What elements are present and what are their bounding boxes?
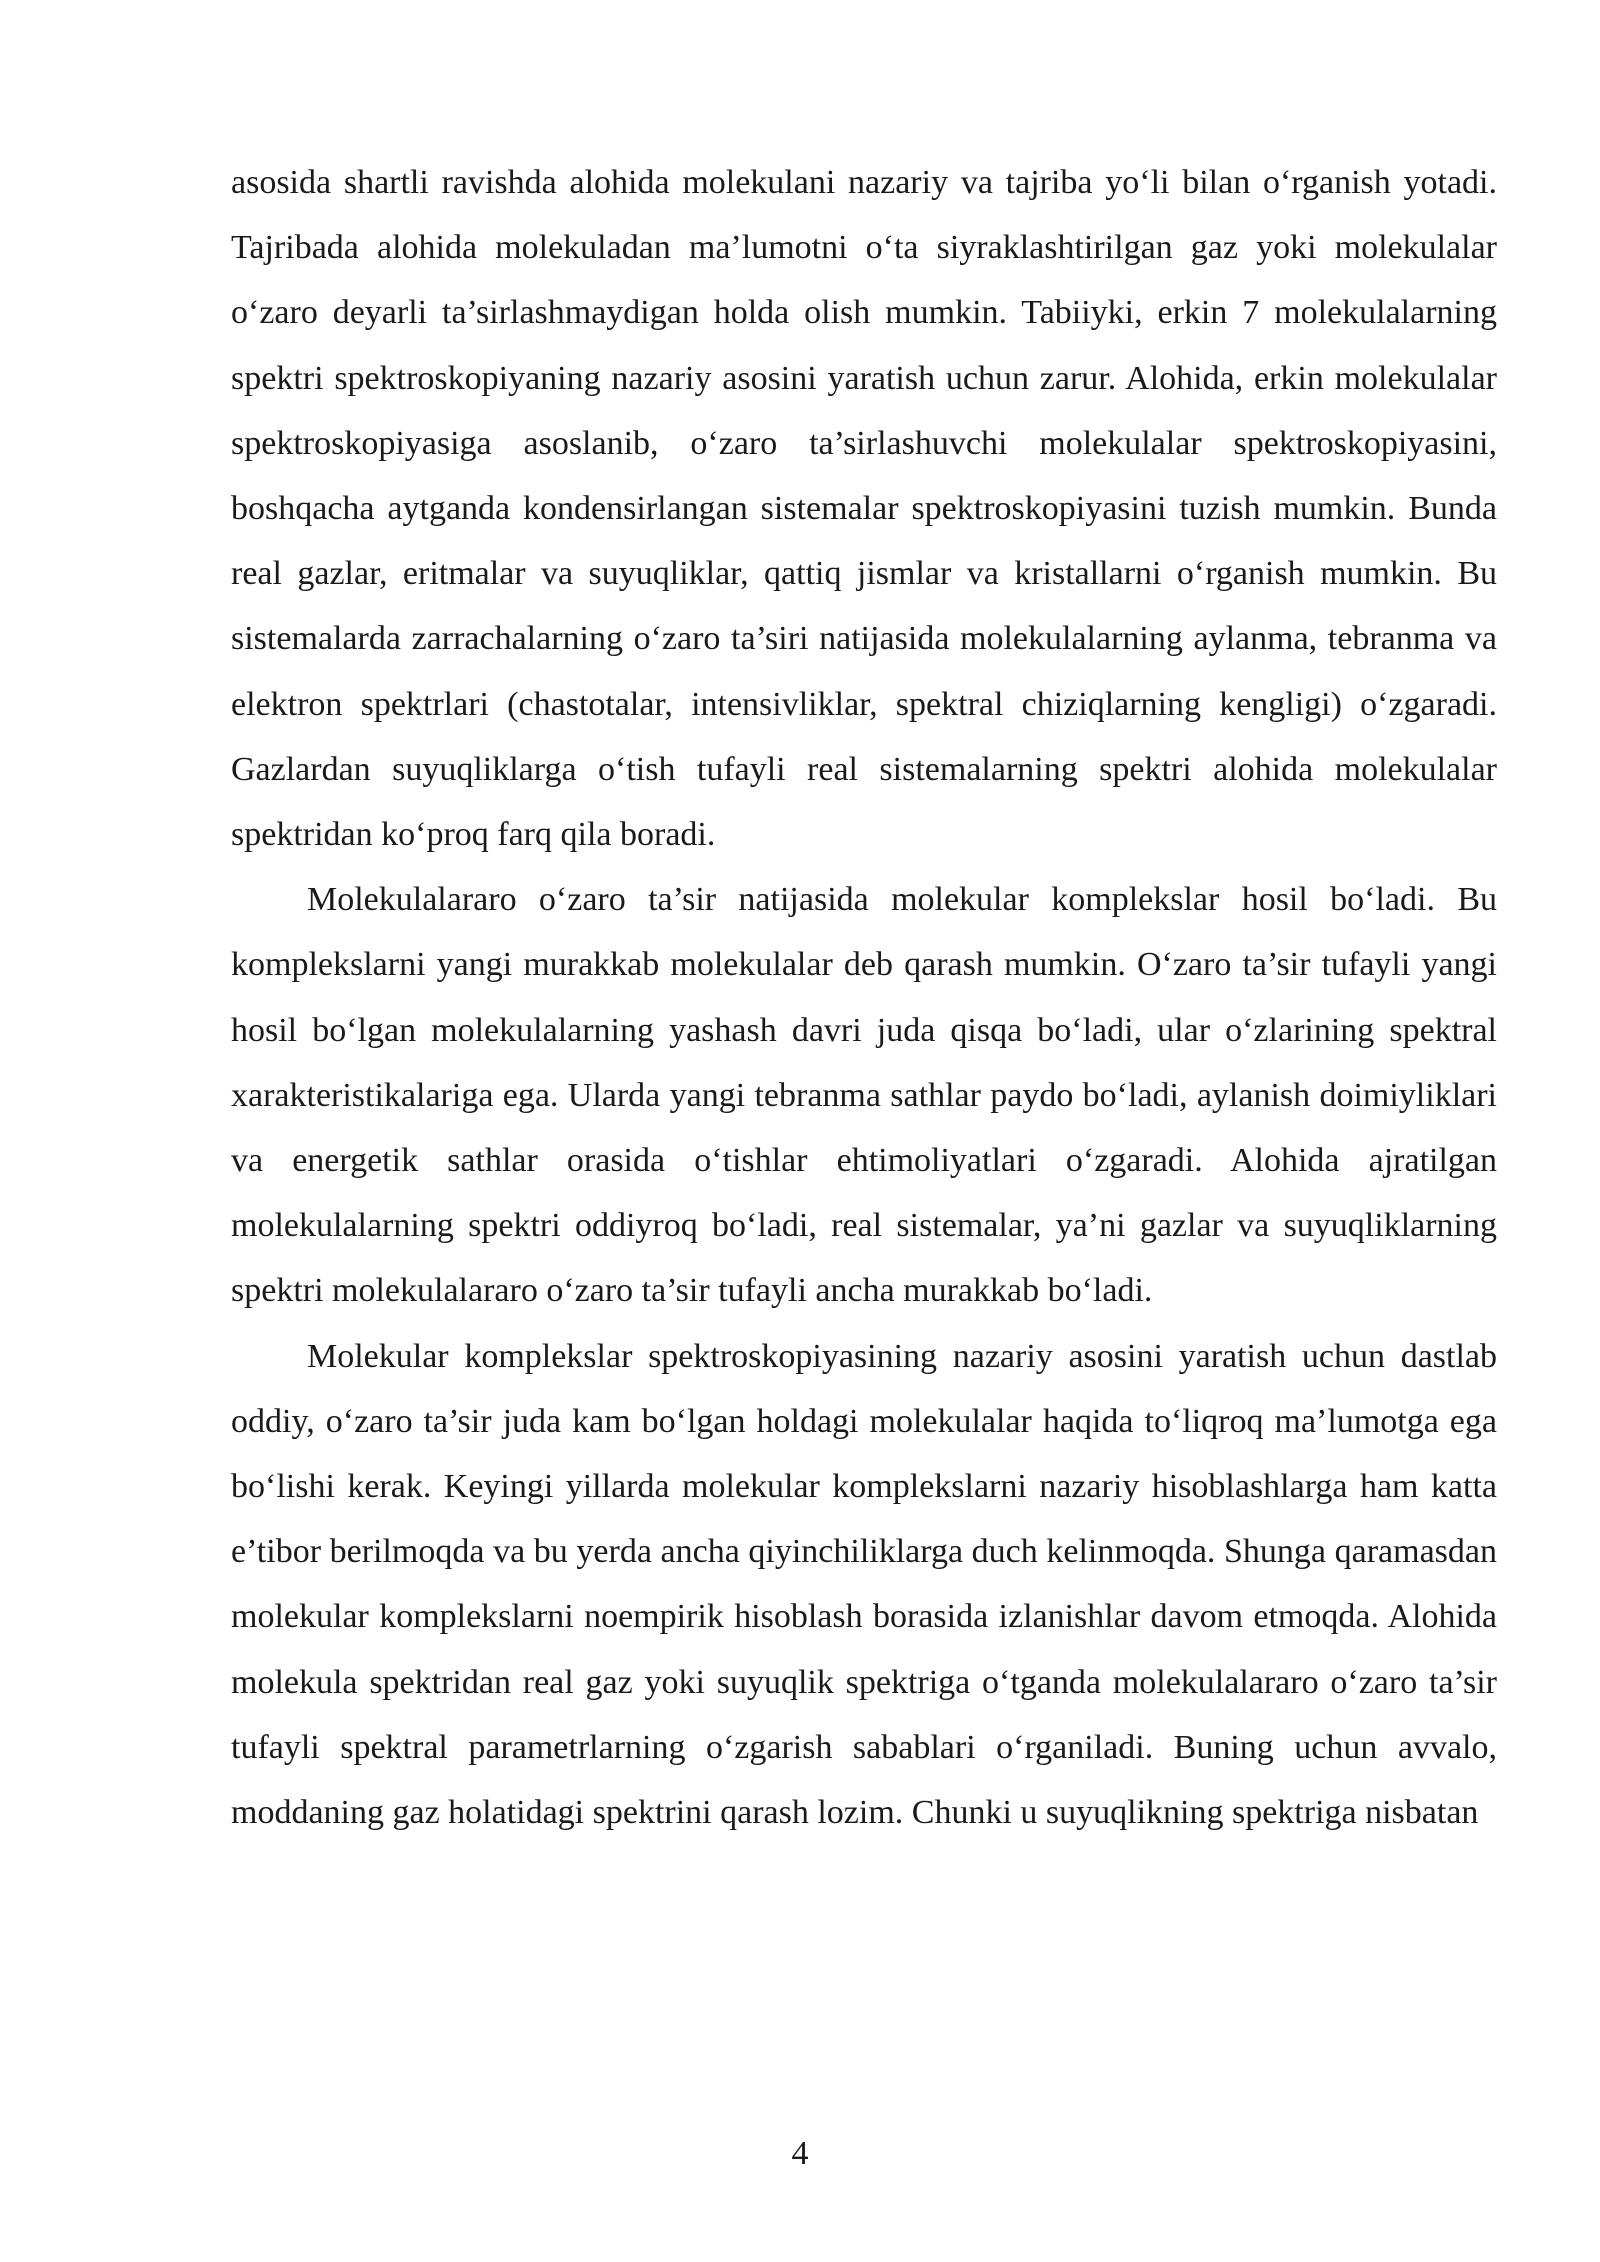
page-number: 4 (791, 2135, 809, 2172)
paragraph-continued: asosida shartli ravishda alohida molekulani nazariy va tajriba yo‘li bilan o‘rganish yotadi. Tajribada alohida molekuladan ma’lumotni o‘ta siyraklashtirilgan gaz yoki molekulalar o‘zaro deyarli ta’sirlashmaydigan holda olish mumkin. Tabiiyki, erkin 7 molekulalarning spektri spektroskopiyaning nazariy asosini yaratish uchun zarur. Alohida, erkin molekulalar spektroskopiyasiga asoslanib, o‘zaro ta’sirlashuvchi molekulalar spektroskopiyasini, boshqacha aytganda kondensirlangan sistemalar spektroskopiyasini tuzish mumkin. Bunda real gazlar, eritmalar va suyuqliklar, qattiq jismlar va kristallarni o‘rganish mumkin. Bu sistemalarda zarrachalarning o‘zaro ta’siri natijasida molekulalarning aylanma, tebranma va elektron spektrlari (chastotalar, intensivliklar, spektral chiziqlarning kengligi) o‘zgaradi. Gazlardan suyuqliklarga o‘tish tufayli real sistemalarning spektri alohida molekulalar spektridan ko‘proq farq qila boradi. (231, 164, 1497, 854)
paragraph: Molekular komplekslar spektroskopiyasining nazariy asosini yaratish uchun dastlab oddiy, o‘zaro ta’sir juda kam bo‘lgan holdagi molekulalar haqida to‘liqroq ma’lumotga ega bo‘lishi kerak. Keyingi yillarda molekular komplekslarni nazariy hisoblashlarga ham katta e’tibor berilmoqda va bu yerda ancha qiyinchiliklarga duch kelinmoqda. Shunga qaramasdan molekular komplekslarni noempirik hisoblash borasida izlanishlar davom etmoqda. Alohida molekula spektridan real gaz yoki suyuqlik spektriga o‘tganda molekulalararo o‘zaro ta’sir tufayli spektral parametrlarning o‘zgarish sabablari o‘rganiladi. Buning uchun avvalo, moddaning gaz holatidagi spektrini qarash lozim. Chunki u suyuqlikning spektriga nisbatan (231, 1337, 1497, 1832)
paragraph: Molekulalararo o‘zaro ta’sir natijasida molekular komplekslar hosil bo‘ladi. Bu komplekslarni yangi murakkab molekulalar deb qarash mumkin. O‘zaro ta’sir tufayli yangi hosil bo‘lgan molekulalarning yashash davri juda qisqa bo‘ladi, ular o‘zlarining spektral xarakteristikalariga ega. Ularda yangi tebranma sathlar paydo bo‘ladi, aylanish doimiyliklari va energetik sathlar orasida o‘tishlar ehtimoliyatlari o‘zgaradi. Alohida ajratilgan molekulalarning spektri oddiyroq bo‘ladi, real sistemalar, ya’ni gazlar va suyuqliklarning spektri molekulalararo o‘zaro ta’sir tufayli ancha murakkab bo‘ladi. (231, 881, 1497, 1310)
body-text (231, 150, 1497, 1845)
